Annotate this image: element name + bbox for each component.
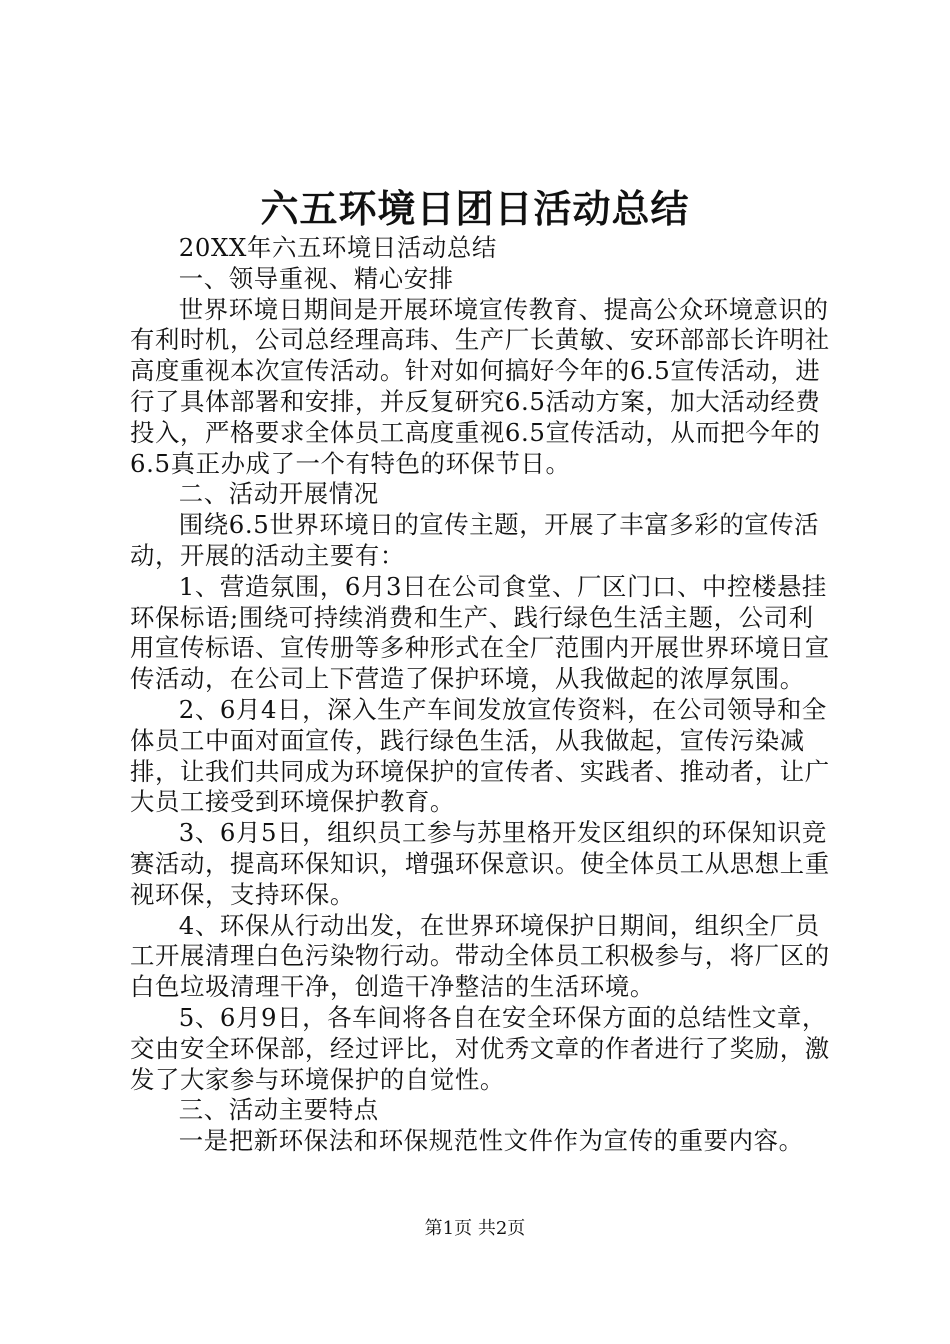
list-item-4: 4、环保从行动出发，在世界环境保护日期间，组织全厂员工开展清理白色污染物行动。带动全体员工积极参与，将厂区的白色垃圾清理干净，创造干净整洁的生活环境。: [130, 910, 830, 1002]
list-item-2: 2、6月4日，深入生产车间发放宣传资料，在公司领导和全体员工中面对面宣传，践行绿色生活，从我做起，宣传污染减排，让我们共同成为环境保护的宣传者、实践者、推动者，让广大员工接受到环境保护教育。: [130, 694, 830, 817]
body-paragraph: 世界环境日期间是开展环境宣传教育、提高公众环境意识的有利时机，公司总经理高玮、生产厂长黄敏、安环部部长许明社高度重视本次宣传活动。针对如何搞好今年的6.5宣传活动，进行了具体部署和安排，并反复研究6.5活动方案，加大活动经费投入，严格要求全体员工高度重视6.5宣传活动，从而把今年的6.5真正办成了一个有特色的环保节日。: [130, 294, 830, 478]
page-footer: 第1页 共2页: [424, 1218, 526, 1239]
document-title: 六五环境日团日活动总结: [260, 186, 690, 231]
document-body: [130, 233, 830, 1157]
body-paragraph: 围绕6.5世界环境日的宣传主题，开展了丰富多彩的宣传活动，开展的活动主要有：: [130, 510, 820, 570]
body-paragraph: 一是把新环保法和环保规范性文件作为宣传的重要内容。: [178, 1126, 804, 1156]
list-item-3: 3、6月5日，组织员工参与苏里格开发区组织的环保知识竞赛活动，提高环保知识，增强环保意识。使全体员工从思想上重视环保，支持环保。: [130, 818, 830, 909]
section-heading-3: 三、活动主要特点: [178, 1095, 379, 1125]
section-heading-1: 一、领导重视、精心安排: [178, 263, 454, 293]
list-item-5: 5、6月9日，各车间将各自在安全环保方面的总结性文章，交由安全环保部，经过评比，对优秀文章的作者进行了奖励，激发了大家参与环境保护的自觉性。: [130, 1002, 830, 1094]
list-item-1: 1、营造氛围，6月3日在公司食堂、厂区门口、中控楼悬挂环保标语;围绕可持续消费和生产、践行绿色生活主题，公司利用宣传标语、宣传册等多种形式在全厂范围内开展世界环境日宣传活动，在公司上下营造了保护环境，从我做起的浓厚氛围。: [130, 571, 830, 694]
section-heading-2: 二、活动开展情况: [178, 479, 379, 509]
subtitle-paragraph: 20XX年六五环境日活动总结: [178, 233, 497, 262]
